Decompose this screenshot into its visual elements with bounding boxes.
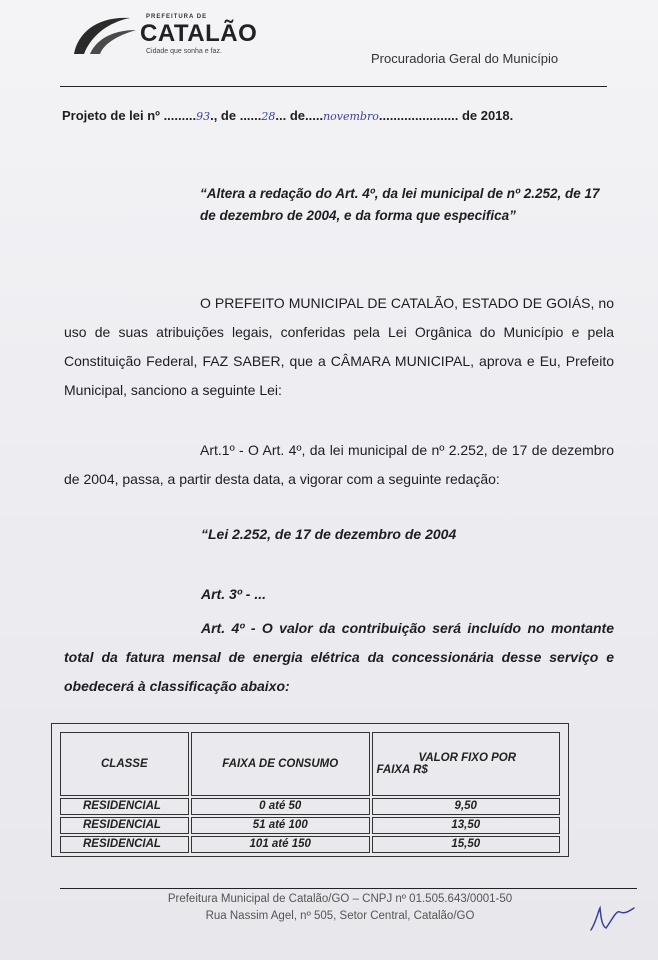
projeto-dots-1: ......... <box>163 108 197 123</box>
header-valor <box>372 732 561 796</box>
preamble-paragraph: O PREFEITO MUNICIPAL DE CATALÃO, ESTADO DE GOIÁS, no uso de suas atribuições legais, conferidas pela Lei Orgânica do Município e pela Constituição Federal, FAZ SABER, que a CÂMARA MUNICIPAL, aprova e Eu, Prefeito Municipal, sanciono a seguinte Lei: <box>64 295 614 398</box>
header-valor-line2: FAIXA R$ <box>376 764 428 776</box>
logo-prefix: PREFEITURA DE <box>146 14 208 20</box>
projeto-line <box>62 108 513 123</box>
table-header-row <box>60 732 560 796</box>
logo-name: CATALÃO <box>140 20 258 47</box>
cell-faixa: 0 até 50 <box>191 798 370 815</box>
projeto-numero: 93 <box>196 110 211 123</box>
cell-classe: RESIDENCIAL <box>60 798 189 815</box>
classification-table <box>58 730 562 855</box>
cell-valor: 13,50 <box>372 817 561 834</box>
lei-title: “Lei 2.252, de 17 de dezembro de 2004 <box>201 526 457 542</box>
logo-slogan: Cidade que sonha e faz. <box>146 48 222 55</box>
table-row <box>60 798 560 815</box>
projeto-dots-3: ..... <box>305 108 324 123</box>
projeto-mes: novembro <box>323 110 379 123</box>
header-classe: CLASSE <box>60 732 189 796</box>
projeto-label: Projeto de lei nº <box>62 108 160 123</box>
office-name: Procuradoria Geral do Município <box>371 51 559 66</box>
art3-line: Art. 3º - ... <box>201 586 267 602</box>
footer-line-2: Rua Nassim Agel, nº 505, Setor Central, Catalão/GO <box>205 910 475 922</box>
footer-line-1: Prefeitura Municipal de Catalão/GO – CNPJ nº 01.505.643/0001-50 <box>167 893 513 905</box>
cell-classe: RESIDENCIAL <box>60 817 189 834</box>
projeto-dots-4: ...................... <box>378 108 459 123</box>
classification-table-frame <box>51 723 569 857</box>
table-row <box>60 836 560 853</box>
signature-initial-icon <box>588 898 638 938</box>
cell-valor: 9,50 <box>372 798 561 815</box>
catalao-logo-swoosh-icon <box>72 10 142 60</box>
art4-paragraph: Art. 4º - O valor da contribuição será incluído no montante total da fatura mensal de energia elétrica da concessionária desse serviço e obedecerá à classificação abaixo: <box>64 620 614 694</box>
cell-faixa: 101 até 150 <box>191 836 370 853</box>
projeto-sep-1: ., de <box>210 108 240 123</box>
art1-paragraph: Art.1º - O Art. 4º, da lei municipal de nº 2.252, de 17 de dezembro de 2004, passa, a partir desta data, a vigorar com a seguinte redação: <box>64 442 614 487</box>
projeto-ano: de 2018. <box>458 108 514 123</box>
footer-divider <box>60 888 637 889</box>
cell-classe: RESIDENCIAL <box>60 836 189 853</box>
header-faixa: FAIXA DE CONSUMO <box>191 732 370 796</box>
table-row <box>60 817 560 834</box>
header-valor-line1: VALOR FIXO POR <box>418 752 517 764</box>
ementa: “Altera a redação do Art. 4º, da lei municipal de nº 2.252, de 17 de dezembro de 2004, e da forma que especifica” <box>200 186 600 223</box>
cell-faixa: 51 até 100 <box>191 817 370 834</box>
header-divider <box>60 86 607 87</box>
projeto-dots-2: ...... <box>239 108 262 123</box>
projeto-dia: 28 <box>261 110 276 123</box>
cell-valor: 15,50 <box>372 836 561 853</box>
projeto-sep-2: ... de <box>275 108 305 123</box>
